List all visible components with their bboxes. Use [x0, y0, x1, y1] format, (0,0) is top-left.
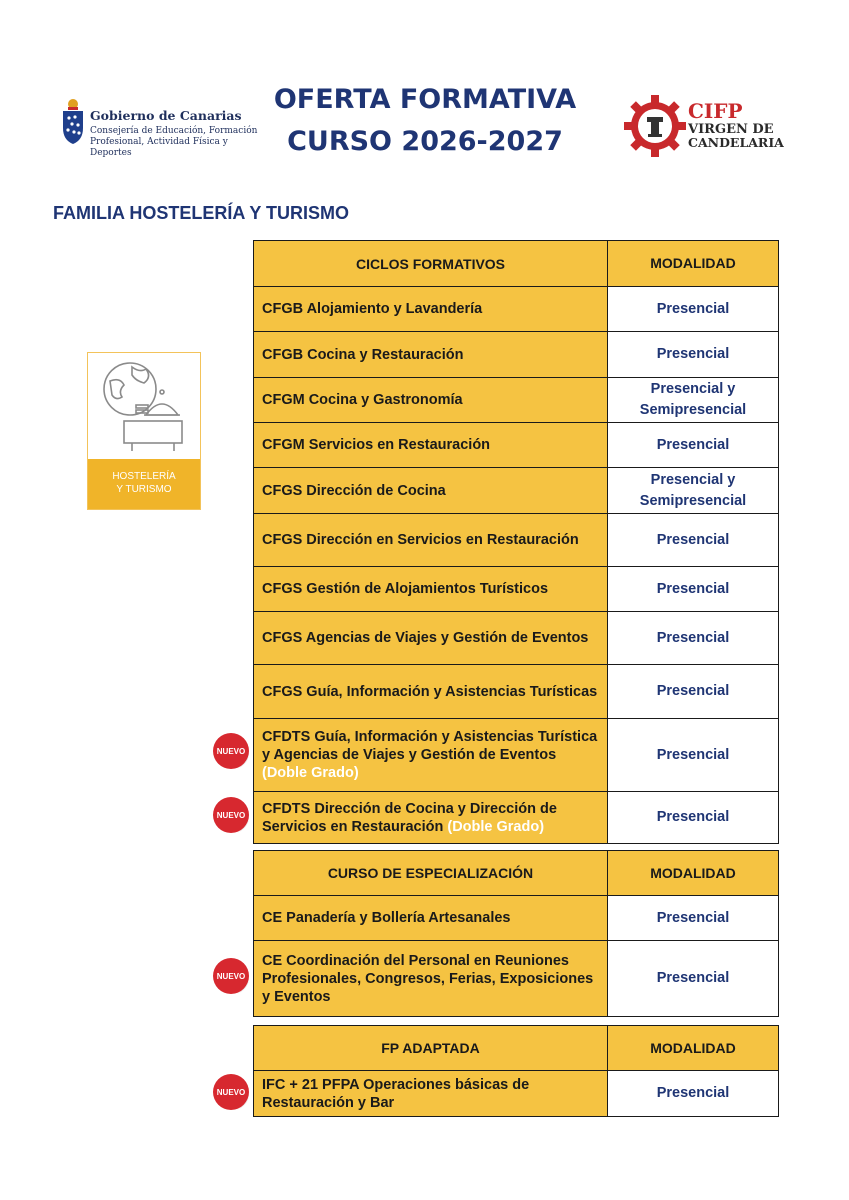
cifp-name: CIFP — [688, 99, 743, 123]
course-modality: Presencial — [608, 567, 779, 612]
course-modality: Presencial — [608, 941, 779, 1017]
course-modality: Presencial — [608, 332, 779, 378]
ciclos-formativos-table — [253, 240, 779, 844]
nuevo-badge-icon — [211, 731, 251, 771]
column-header-especializacion: CURSO DE ESPECIALIZACIÓN — [254, 851, 608, 896]
course-name: CFGB Cocina y Restauración — [254, 332, 608, 378]
course-name: CFGS Gestión de Alojamientos Turísticos — [254, 567, 608, 612]
course-modality: Presencial — [608, 896, 779, 941]
gear-emblem-icon — [624, 95, 686, 157]
course-modality: Presencial — [608, 719, 779, 792]
course-name: CFGM Servicios en Restauración — [254, 423, 608, 468]
family-card-band — [88, 459, 200, 509]
gobierno-subtitle: Consejería de Educación, Formación Profesional, Actividad Física y Deportes — [90, 126, 258, 158]
table-row — [254, 665, 779, 719]
modality-line-2: Semipresencial — [639, 402, 747, 418]
table-row — [254, 941, 779, 1017]
course-name: CE Panadería y Bollería Artesanales — [254, 896, 608, 941]
nuevo-badge-label: NUEVO — [216, 747, 246, 756]
course-name: CFGS Dirección en Servicios en Restauración — [254, 514, 608, 567]
table-row — [254, 612, 779, 665]
column-header-modalidad: MODALIDAD — [608, 1026, 779, 1071]
table-row — [254, 567, 779, 612]
course-modality: Presencial — [608, 514, 779, 567]
cifp-subtitle-1: VIRGEN DE — [688, 122, 774, 137]
course-name — [254, 792, 608, 844]
doble-grado-label: (Doble Grado) — [447, 818, 545, 835]
table-header-row — [254, 241, 779, 287]
gobierno-name: Gobierno de Canarias — [90, 108, 242, 123]
nuevo-badge-label: NUEVO — [216, 1088, 246, 1097]
hosteleria-family-card — [87, 352, 201, 510]
table-header-row — [254, 851, 779, 896]
especializacion-table — [253, 850, 779, 1017]
family-card-label-1: HOSTELERÍA — [112, 471, 176, 482]
table-row — [254, 378, 779, 423]
fp-adaptada-table — [253, 1025, 779, 1117]
family-card-label-2: Y TURISMO — [116, 484, 172, 495]
modality-line-1: Presencial y — [650, 471, 736, 488]
course-name: IFC + 21 PFPA Operaciones básicas de Restauración y Bar — [254, 1071, 608, 1117]
course-name: CFGS Guía, Información y Asistencias Turísticas — [254, 665, 608, 719]
page-title-line2: CURSO 2026-2027 — [287, 126, 563, 157]
course-name: CFGB Alojamiento y Lavandería — [254, 287, 608, 332]
nuevo-badge-label: NUEVO — [216, 972, 246, 981]
table-row — [254, 719, 779, 792]
course-name-text: CFDTS Dirección de Cocina y Dirección de Servicios en Restauración — [262, 800, 557, 835]
table-row — [254, 1071, 779, 1117]
course-name — [254, 719, 608, 792]
course-name: CFGS Dirección de Cocina — [254, 468, 608, 514]
course-name-text: CFDTS Guía, Información y Asistencias Turística y Agencias de Viajes y Gestión de Eventos — [262, 729, 598, 763]
table-row — [254, 514, 779, 567]
table-row — [254, 792, 779, 844]
column-header-ciclos: CICLOS FORMATIVOS — [254, 241, 608, 287]
course-name: CE Coordinación del Personal en Reuniones Profesionales, Congresos, Ferias, Exposiciones y Eventos — [254, 941, 608, 1017]
page-title-line1: OFERTA FORMATIVA — [273, 84, 577, 115]
hosteleria-globe-cloche-icon — [88, 353, 200, 459]
cifp-logo — [624, 95, 794, 157]
nuevo-badge-label: NUEVO — [216, 811, 246, 820]
family-heading: FAMILIA HOSTELERÍA Y TURISMO — [53, 203, 350, 223]
modality-line-2: Semipresencial — [639, 492, 747, 509]
course-modality: Presencial — [608, 612, 779, 665]
column-header-fp-adaptada: FP ADAPTADA — [254, 1026, 608, 1071]
coat-of-arms-icon — [60, 98, 86, 146]
modality-line-1: Presencial y — [650, 381, 736, 397]
course-modality: Presencial — [608, 665, 779, 719]
course-modality: Presencial — [608, 287, 779, 332]
nuevo-badge-icon — [211, 1072, 251, 1112]
cifp-subtitle-2: CANDELARIA — [688, 135, 784, 150]
course-name: CFGM Cocina y Gastronomía — [254, 378, 608, 423]
course-modality: Presencial — [608, 1071, 779, 1117]
table-row — [254, 332, 779, 378]
table-header-row — [254, 1026, 779, 1071]
nuevo-badge-icon — [211, 795, 251, 835]
course-name: CFGS Agencias de Viajes y Gestión de Eventos — [254, 612, 608, 665]
course-modality — [608, 378, 779, 423]
column-header-modalidad: MODALIDAD — [608, 241, 779, 287]
course-modality: Presencial — [608, 792, 779, 844]
course-modality: Presencial — [608, 423, 779, 468]
doble-grado-label: (Doble Grado) — [262, 765, 359, 781]
table-row — [254, 423, 779, 468]
table-row — [254, 287, 779, 332]
gobierno-de-canarias-logo — [60, 98, 260, 158]
table-row — [254, 468, 779, 514]
column-header-modalidad: MODALIDAD — [608, 851, 779, 896]
course-modality — [608, 468, 779, 514]
table-row — [254, 896, 779, 941]
nuevo-badge-icon — [211, 956, 251, 996]
